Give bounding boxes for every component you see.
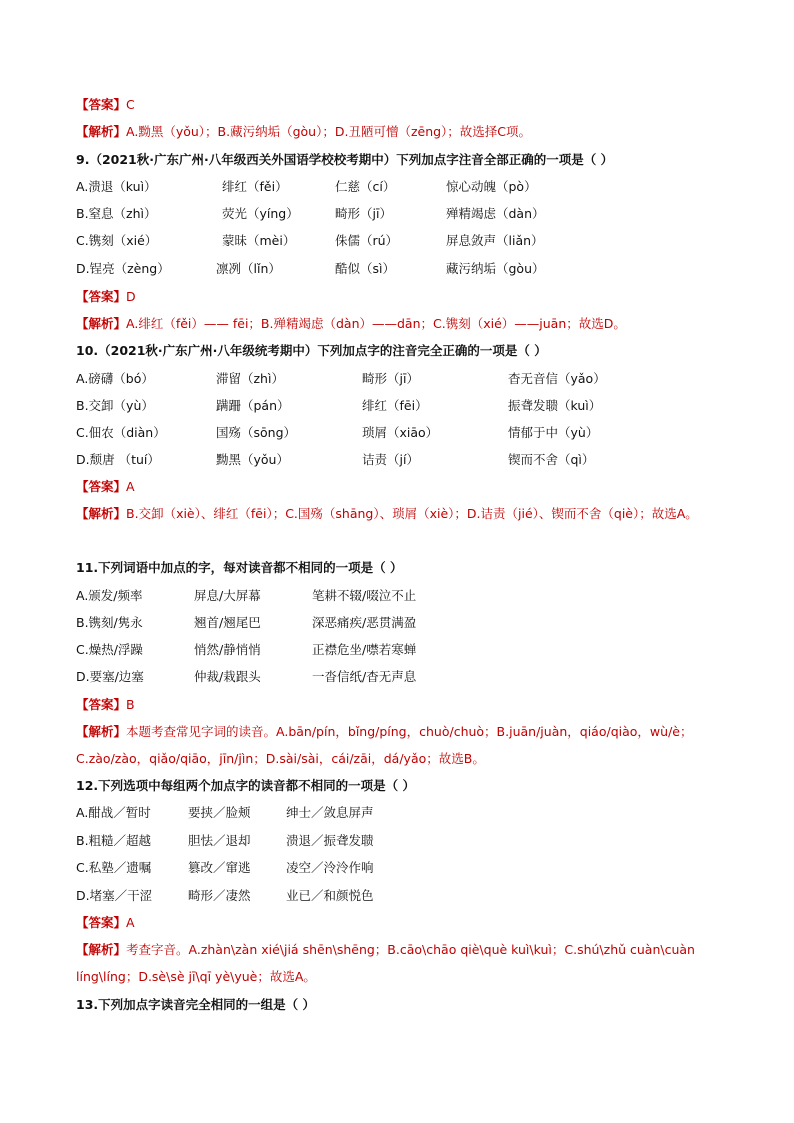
q10-option: 锲而不舍（qì） xyxy=(508,452,595,467)
q9-option: B.窒息（zhì） xyxy=(76,206,157,221)
answer-line-11 xyxy=(76,696,135,714)
q10-option: 琐屑（xiāo） xyxy=(362,425,439,440)
q12-option: 篡改／窜逃 xyxy=(188,860,251,875)
q9-option: 蒙昧（mèi） xyxy=(222,233,296,248)
q11-option: D.要塞/边塞 xyxy=(76,669,144,684)
question-9-title: 9.（2021秋·广东广州·八年级西关外国语学校校考期中）下列加点字注音全部正确的一项是（ ） xyxy=(76,152,614,167)
explain-block-10 xyxy=(76,500,720,527)
explain-block-12 xyxy=(76,936,720,990)
q10-option: D.颓唐 （tuí） xyxy=(76,452,160,467)
q9-option: 畸形（jī） xyxy=(335,206,392,221)
q12-option: A.酣战／暂时 xyxy=(76,805,151,820)
q11-option: 悄然/静悄悄 xyxy=(194,642,261,657)
q12-option: 凌空／泠泠作响 xyxy=(286,860,374,875)
explain-tag: 【解析】 xyxy=(76,724,127,739)
q11-option: 笔耕不辍/啜泣不止 xyxy=(312,588,417,603)
q10-option: 绯红（fēi） xyxy=(362,398,428,413)
q10-option: 滞留（zhì） xyxy=(216,371,284,386)
q11-option: 仲裁/栽跟头 xyxy=(194,669,261,684)
answer-line-9 xyxy=(76,288,136,306)
q10-option: 黝黑（yǒu） xyxy=(216,452,289,467)
q12-option: C.私塾／遗嘱 xyxy=(76,860,152,875)
q10-option: B.交卸（yù） xyxy=(76,398,154,413)
answer-tag: 【答案】 xyxy=(76,697,127,712)
q12-option: 业已／和颜悦色 xyxy=(286,888,374,903)
q12-option: B.粗糙／超越 xyxy=(76,833,152,848)
question-10-title: 10.（2021秋·广东广州·八年级统考期中）下列加点字的注音完全正确的一项是（ ） xyxy=(76,343,547,358)
answer-line-12 xyxy=(76,914,135,932)
answer-value: A xyxy=(126,479,135,494)
answer-value: C xyxy=(126,97,135,112)
q9-option: D.锃亮（zèng） xyxy=(76,261,170,276)
q12-option: 要挟／脸颊 xyxy=(188,805,251,820)
q11-option: 正襟危坐/噤若寒蝉 xyxy=(312,642,417,657)
explain-text: B.交卸（xiè）、绯红（fēi）；C.国殇（shāng）、琐屑（xiè）；D.诘责（jié）、锲而不舍（qiè）；故选A。 xyxy=(126,506,698,521)
explain-block-11 xyxy=(76,718,720,772)
explain-line-8 xyxy=(76,123,531,141)
question-13-title: 13.下列加点字读音完全相同的一组是（ ） xyxy=(76,997,315,1012)
q12-option: 畸形／凄然 xyxy=(188,888,251,903)
q10-option: 情郁于中（yù） xyxy=(508,425,599,440)
explain-tag: 【解析】 xyxy=(76,124,127,139)
q11-option: B.镌刻/隽永 xyxy=(76,615,143,630)
q9-option: 凛冽（lǐn） xyxy=(216,261,281,276)
explain-tag: 【解析】 xyxy=(76,942,127,957)
q12-option: 胆怯／退却 xyxy=(188,833,251,848)
answer-tag: 【答案】 xyxy=(76,479,127,494)
explain-text: 本题考查常见字词的读音。A.bān/pín，bǐng/píng，chuò/chuò；B.juān/juàn，qiáo/qiào，wù/è；C.zào/zào，qiǎo/qiāo，jīn/jìn；D.sài/sài，cái/zāi，dá/yǎo；故选B。 xyxy=(76,724,693,766)
q10-option: 蹒跚（pán） xyxy=(216,398,290,413)
answer-value: A xyxy=(126,915,135,930)
answer-line-10 xyxy=(76,478,135,496)
answer-value: B xyxy=(126,697,135,712)
q9-option: 绯红（fěi） xyxy=(222,179,288,194)
q9-option: C.镌刻（xié） xyxy=(76,233,158,248)
q11-option: A.颁发/频率 xyxy=(76,588,143,603)
q11-option: 翘首/翘尾巴 xyxy=(194,615,261,630)
q9-option: 藏污纳垢（gòu） xyxy=(446,261,545,276)
question-11-title: 11.下列词语中加点的字，每对读音都不相同的一项是（ ） xyxy=(76,560,403,575)
q9-option: 殚精竭虑（dàn） xyxy=(446,206,545,221)
q9-option: A.溃退（kuì） xyxy=(76,179,157,194)
q11-option: 深恶痛疾/恶贯满盈 xyxy=(312,615,417,630)
q10-option: C.佃农（diàn） xyxy=(76,425,166,440)
q12-option: D.堵塞／干涩 xyxy=(76,888,153,903)
q9-option: 仁慈（cí） xyxy=(335,179,396,194)
q9-option: 惊心动魄（pò） xyxy=(446,179,537,194)
answer-value: D xyxy=(126,289,136,304)
answer-line-8 xyxy=(76,96,135,114)
q10-option: A.磅礴（bó） xyxy=(76,371,154,386)
explain-tag: 【解析】 xyxy=(76,316,127,331)
q10-option: 畸形（jī） xyxy=(362,371,419,386)
answer-tag: 【答案】 xyxy=(76,915,127,930)
explain-text: A.绯红（fěi）—— fēi；B.殚精竭虑（dàn）——dān；C.镌刻（xié）——juān；故选D。 xyxy=(126,316,626,331)
q10-option: 杳无音信（yǎo） xyxy=(508,371,606,386)
q12-option: 溃退／振聋发聩 xyxy=(286,833,374,848)
q9-option: 侏儒（rú） xyxy=(335,233,399,248)
q11-option: 屏息/大屏幕 xyxy=(194,588,261,603)
answer-tag: 【答案】 xyxy=(76,289,127,304)
explain-text: A.黝黑（yǒu）；B.藏污纳垢（gòu）；D.丑陋可憎（zēng）；故选择C项。 xyxy=(126,124,532,139)
answer-tag: 【答案】 xyxy=(76,97,127,112)
q12-option: 绅士／敛息屏声 xyxy=(286,805,374,820)
q9-option: 屏息敛声（liǎn） xyxy=(446,233,544,248)
q9-option: 酷似（sì） xyxy=(335,261,395,276)
q9-option: 荧光（yíng） xyxy=(222,206,299,221)
q10-option: 国殇（sōng） xyxy=(216,425,297,440)
q10-option: 诘责（jí） xyxy=(362,452,419,467)
explain-tag: 【解析】 xyxy=(76,506,127,521)
question-12-title: 12.下列选项中每组两个加点字的读音都不相同的一项是（ ） xyxy=(76,778,415,793)
explain-line-9 xyxy=(76,315,626,333)
q11-option: C.燥热/浮躁 xyxy=(76,642,143,657)
explain-text: 考查字音。A.zhàn\zàn xié\jiá shēn\shēng；B.cāo\chāo qiè\què kuì\kuì；C.shú\zhǔ cuàn\cuàn líng\líng；D.sè\sè jī\qī yè\yuè；故选A。 xyxy=(76,942,695,984)
q11-option: 一沓信纸/杳无声息 xyxy=(312,669,417,684)
q10-option: 振聋发聩（kuì） xyxy=(508,398,602,413)
